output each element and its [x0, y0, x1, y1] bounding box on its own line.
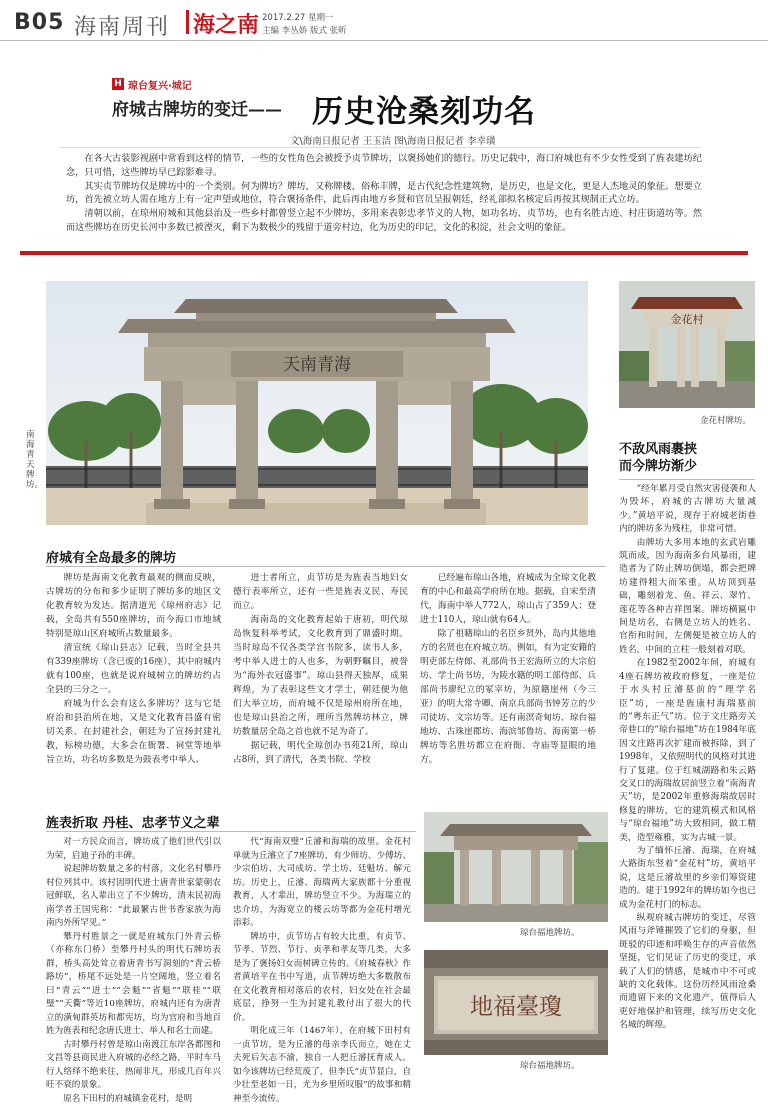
section1-heading: 府城有全岛最多的牌坊: [46, 551, 177, 566]
section-divider: [186, 10, 189, 34]
main-plaque-text: 天南青海: [283, 355, 351, 375]
masthead-rule: [0, 40, 768, 41]
main-photo-caption: 南海青天牌坊。: [26, 430, 44, 490]
jinhua-plaque-text: 金花村: [670, 313, 704, 326]
byline-rule: [60, 147, 700, 148]
section1-paragraph: 牌坊是海南文化教育最观的侧面反映，古牌坊的分布和多少证明了牌坊多的地区文化教育较为发达。据清道光《琼州府志》记载，全岛共有550座牌坊，而今海口市地域特别是琼山区府城所占数量最多。: [46, 573, 221, 639]
section1-paragraph: 进士者所立，贞节坊是为旌表当地妇女德行表率所立，还有一些是旌表义民、寿民而立。: [233, 573, 408, 611]
plaque-illustration: [424, 950, 608, 1055]
section3-rule: [46, 831, 416, 832]
section1-paragraph: 清宣统《琼山县志》记载，当时全县共有339座牌坊（含已废的16座），其中府城内就有100座，也就是说府城树立的牌坊约占全县的三分之一。: [46, 643, 221, 695]
section2-paragraph: 纵观府城古牌坊的变迁，尽管风雨与斧锤摧毁了它们的身躯，但斑驳的印迹和呼唤生存的声音依然坚挺，它们见证了历史的变迁，承载了人们的情感，是城市中不可或缺的文化载体。这份历经风雨沧桑而遗留下来的文化遗产，值得后人更好地保护和管理，续写历史文化名城的辉煌。: [619, 913, 756, 1031]
plaque-photo-text: 地福臺瓊: [470, 994, 562, 1020]
page-number: B05: [14, 10, 65, 35]
section3-col1: [46, 836, 221, 1106]
section2-rule: [619, 479, 755, 480]
lead-paragraph: 清朝以前，在琼州府城和其他县治及一些乡村都曾竖立起不少牌坊，多用来表彰忠孝节义的人物，如功名坊、贞节坊，也有名胜古迹、村庄街道坊等。然而这些牌坊在历史长河中多数已被湮灭，剩下为数极少的残留于道旁村边，化为历史的印记，文化的积淀，社会文明的象征。: [66, 208, 702, 233]
photo-plaque: [424, 950, 608, 1055]
section2-paragraph: 在1982至2002年间，府城有4座石牌坊被政府修复，一座是位于水头村丘濬墓前的“理学名臣”坊，一座是旌康村海瑞墓前的“粤东正气”坊。位于文庄路旁关帝巷口的“琼台福地”坊在1984年底因文庄路再次扩建而被拆除，到了1998年，又依照明代的风格对其进行了复建。位于红城湖路和朱云路交叉口的海瑞故居前竖立着“南海青天”坊，是2002年重修海瑞故居时修复的牌坊，它的建筑模式和风格与“琼台福地”坊大致相同，做工精美，造型雍雅，实为古城一景。: [619, 658, 756, 843]
section1-paragraph: 据记载，明代全琼创办书苑21所，琼山占8所，到了清代，各类书院、学校: [233, 741, 408, 765]
kicker: 琼台复兴·城记: [128, 81, 192, 92]
section3-paragraph: 说起牌坊数量之多的村落，文化名村攀丹村位列其中。该村因明代进士唐青世家蒙朝农冠鲜联，名人辈出立了不少牌坊，清末民初海南学者王国宪称：“此最繁古世书香家族为海南内外所罕见。”: [46, 864, 221, 928]
section2-paragraph: “经年累月受自然灾害侵袭和人为毁坏，府城的古牌坊大量减少。”黄培平说，现存于府城老街巷内的牌坊多为残柱，非常可惜。: [619, 484, 756, 535]
section1-paragraph: 除了祖籍琼山的名臣乡贤外，岛内其他地方的名贤也在府城立坊。例如，有为定安籍的明吏部左侍郎、礼部尚书王宏海所立的大宗伯坊、学士尚书坊，为陵水籍的明工部侍郎、兵部尚书廖纪立的冢宰坊，为原籍崖州（今三亚）的明大常寺卿、南京兵部尚书钟芳立的少司徒坊、文宗坊等。还有南溟奇甸坊、琼台福地坊、古珠崖郡坊、海滨邹鲁坊、海南第一桥牌坊等名胜坊都立在府衙、寺庙等显眼的地方。: [420, 629, 596, 765]
archway-illustration: [46, 281, 588, 525]
section3-paragraph: 古时攀丹村曾是琼山南渡江东岸各都图和文昌等县商民进入府城的必经之路，平时车马行人络绎不绝来往，热闹非凡，形成几百年兴旺不衰的景象。: [46, 1039, 221, 1090]
lead-paragraph: 其实贞节牌坊仅是牌坊中的一个类别。何为牌坊？牌坊，又称牌楼，俗称丰牌，是古代纪念性建筑物，是历史，也是文化，更是人杰地灵的象征。想要立坊，首先被立坊人需在地方上有一定声望或地位，符合褒扬条件，此后再由地方乡贤和官员呈报朝廷，经礼部拟名核定后再按其规制正式立坊。: [66, 180, 702, 206]
section3-col2: [233, 836, 411, 1106]
section1-rule: [46, 566, 606, 567]
section3-paragraph: 攀丹村胜景之一就是府城东门外青云桥（亦称东门桥）至攀丹村头的明代石牌坊表群，桥头高处耸立着唐青书写洞刻的“青云桥路坊”，桥尾不远处是一片空阔地，竖立着名曰“青云”“进士”“会魁”“省魁”“联桂”“联璧”“天衢”等近10座牌坊，府城内还有为唐青立的潢甸群英坊和都宪坊，均为官府和当地百姓为旌表和纪念唐氏进士、举人和名士而建。: [46, 931, 221, 1036]
section3-paragraph: 原名下田村的府城镇金花村，是明: [63, 1093, 193, 1104]
section1-paragraph: 府城为什么会有这么多牌坊？这与它是府治和县治所在地，又是文化教育昌盛有密切关系。在封建社会，朝廷为了宣扬封建礼教，标榜功德，大多会在衙署、祠堂等地举旨立坊，功名坊多数是为鼓表考中举人、: [46, 699, 221, 765]
qiongtai-caption: 琼台福地牌坊。: [520, 928, 580, 938]
section3-paragraph: 代“海南双璧”丘濬和海瑞的故里。金花村单就为丘濬立了7座牌坊，有少师坊、少傅坊、少宗伯坊、大司成坊、学士坊、廷魁坊、解元坊。历史上，丘濬、海瑞两大家族都十分重视教育，人才辈出，牌坊竖立不少。为海瑞立的忠介坊，为海宽立的楼云坊等都为金花村增光添彩。: [233, 837, 411, 928]
section3-paragraph: 对一方民众而言，牌坊成了他们世代引以为荣，启迪子孙的丰碑。: [46, 837, 221, 861]
main-title: 历史沧桑刻功名: [312, 94, 536, 130]
section1-paragraph: 已经遍布琼山各地，府城成为全琼文化教育的中心和最高学府所在地。据载，自宋至清代，海南中举人772人，琼山占了359人；登进士110人，琼山就有64人。: [420, 573, 596, 625]
lead-text: [66, 152, 702, 235]
section3-heading: 旌表折取 丹桂、忠孝节义之辈: [46, 816, 220, 831]
qiongtai-illustration: [424, 812, 608, 922]
section2-text: [619, 483, 756, 1033]
design-label: 版式: [309, 26, 327, 36]
subtitle: 府城古牌坊的变迁——: [112, 100, 282, 120]
editor-label: 主编: [262, 26, 280, 36]
section1-col3: [420, 571, 596, 767]
section3-paragraph: 牌坊中，贞节坊占有较大比重，有贞节、节孝、节烈、节行、贞孝和孝友等几类，大多是为了褒扬妇女而树碑立传的。《府城春秋》作者黄培平在书中写道，贞节牌坊绝大多数散布在文化教育相对落后的农村，妇女处在社会最底层，挣努一生为封建礼教付出了很大的代价。: [233, 931, 411, 1023]
issue-date: 2017.2.27 星期一: [262, 13, 334, 23]
jinhua-caption: 金花村牌坊。: [700, 416, 752, 426]
designer-name: 张昕: [329, 26, 347, 36]
section2-paragraph: 由牌坊大多用本地的玄武岩雕筑而成，因为海南多台风暴雨，建造者为了防止牌坊倒塌，都会把牌坊建得粗大而笨重。从坊顶到基础，雕刻着龙、鱼、祥云、翠竹、莲花等各种吉祥图案。牌坊横匾中间是坊名，右侧是立坊人的姓名、官衔和时间，左侧便是被立坊人的姓名，中间的立柱一般刻着对联。: [619, 537, 756, 655]
byline: 文\海南日报记者 王玉洁 图\海南日报记者 李幸璜: [290, 136, 496, 147]
photo-jinhua-village: [619, 281, 755, 408]
section2-paragraph: 为了缅怀丘濬、海瑞，在府城大路街东竖着“金花村”坊，黄培平说，这是丘濬故里的乡亲们筹资建造的。建于1992年的牌坊如今也已成为金花村门的标志。: [619, 845, 756, 910]
red-band-divider: [20, 251, 748, 255]
section1-paragraph: 海南岛的文化教育起始于唐初，明代琼岛恢复科举考试，文化教育到了鼎盛时期。当时琼岛不仅各类学宫书院多，读书人多，考中举人进士的人也多，为朝野瞩目，被誉为“海外衣冠盛事”。琼山县得天独厚，成果辉煌，为了表彰这些文才学士，朝廷便为他们大举立坊，而府城不仅是琼州府所在地，也是琼山县治之所，理所当然牌坊林立，牌坊数量居全岛之首也就不足为奇了。: [233, 615, 408, 737]
lead-paragraph: 在各大古装影视剧中常看到这样的情节，一些的女性角色会被授予贞节牌坊，以褒扬她们的德行。历史记载中，海口府城也有不少女性受到了旌表建坊纪念，只可惜，这些牌坊早已踪影难寻。: [66, 153, 702, 178]
jinhua-illustration: [619, 281, 755, 408]
publication-name: 海南周刊: [74, 15, 171, 40]
section2-heading: 不敌风雨裹挟 而今牌坊渐少: [619, 442, 698, 474]
section3-paragraph: 明化成三年（1467年），在府城下田村有一贞节坊，是为丘濬的母亲李氏而立，她在丈夫死后矢志不渝，独自一人把丘濬抚育成人。如今该牌坊已经荒废了，但李氏“贞节显白，自少壮至老如一日，尤为乡里所叹服”的故事和精神至今流传。: [233, 1026, 411, 1104]
section1-col1: [46, 571, 221, 767]
photo-qiongtai-fudi: [424, 812, 608, 922]
section-name: 海之南: [193, 12, 260, 38]
editor-credit: [262, 24, 347, 36]
section1-col2: [233, 571, 408, 767]
kicker-badge: H: [112, 78, 124, 90]
plaque-caption: 琼台福地牌坊。: [520, 1061, 580, 1071]
photo-nanhai-qingtian: [46, 281, 588, 525]
editor-name: 李丛娇: [281, 26, 308, 36]
